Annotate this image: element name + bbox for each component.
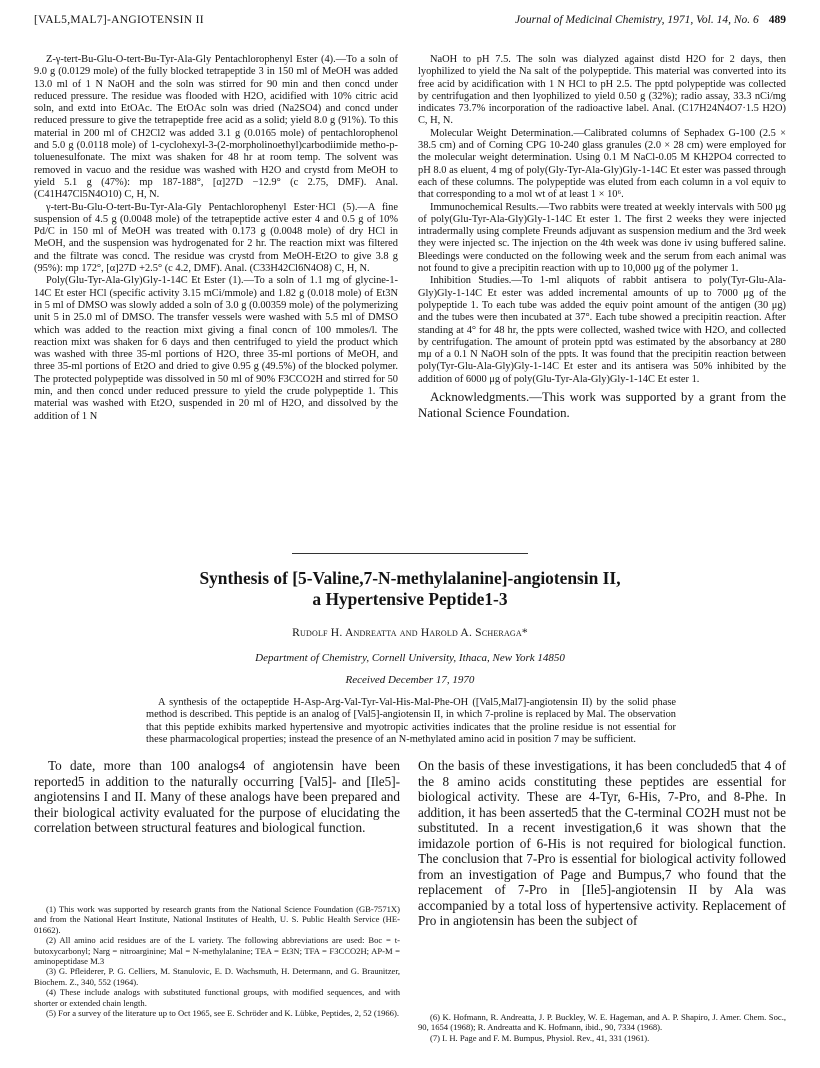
experimental-paragraph: Molecular Weight Determination.—Calibrated columns of Sephadex G-100 (2.5 × 38.5 cm) and of Corning CPG 10-240 glass granules (2.0 × 28 cm) were employed for the molecular weight determination. Using 0.1 M NaCl-0.05 M KH2PO4 corrected to pH 8.0 as eluent, 4 mg of poly(Gly-Tyr-Ala-Gly)Gly-1-14C Et ester was passed through each of these columns. The polypeptide was eluted from each column in a vol equiv to that corresponding to a mol wt of at least 1 × 10⁶. [418,127,786,201]
acknowledgments: Acknowledgments.—This work was supported by a grant from the National Science Foundation. [418,390,786,420]
experimental-paragraph: NaOH to pH 7.5. The soln was dialyzed against distd H2O for 2 days, then lyophilized to yield the Na salt of the polypeptide. This material was converted into its free acid by acidification with 1 N HCl to pH 2.5. The pptd polypeptide was collected by centrifugation and then lyophilized to yield 0.50 g (32%); radio assay, 33.3 nCi/mg indicates 73.7% incorporation of the radioactive label. Anal. (C17H24N4O7·1.5 H2O) C, H, N. [418,54,786,127]
previous-article-right-column [418,54,786,421]
received-date: Received December 17, 1970 [345,674,475,686]
footnotes-right [418,1012,786,1043]
running-head [34,14,786,30]
running-head-journal [515,14,786,26]
previous-article-left-column [34,54,398,423]
experimental-paragraph: γ-tert-Bu-Glu-O-tert-Bu-Tyr-Ala-Gly Pentachlorophenyl Ester·HCl (5).—A fine suspension of 4.5 g (0.0048 mole) of the tetrapeptide active ester 4 and 0.5 g of 10% Pd/C in 150 ml of MeOH was treated with 0.173 g (0.0048 mole) of dry HCl in MeOH, and the suspension was hydrogenated for 2 hr. The reaction mixt was filtered and the filtrate was concd. The residue was crystd from MeOH-Et2O to give 3.8 g (95%): mp 172°, [α]27D +2.5° (c 4.2, DMF). Anal. (C33H42Cl6N4O8) C, H, N. [34,201,398,275]
footnote: (3) G. Pfleiderer, P. G. Celliers, M. Stanulovic, E. D. Wachsmuth, H. Determann, and G. Braunitzer, Biochem. Z., 340, 552 (1964). [34,966,400,987]
footnotes-left [34,904,400,1018]
author-affiliation: Department of Chemistry, Cornell University, Ithaca, New York 14850 [255,652,565,664]
title-line-2: a Hypertensive Peptide1-3 [312,589,508,609]
experimental-paragraph: Poly(Glu-Tyr-Ala-Gly)Gly-1-14C Et Ester (1).—To a soln of 1.1 mg of glycine-1-14C Et ester HCl (specific activity 3.15 mCi/mmole) and 1.82 g (0.018 mole) of Et3N in 5 ml of DMSO was slowly added a soln of 3.0 g (0.00359 mole) of the polymerizing unit 5 in 25.0 ml of DMSO. The transfer vessels were washed with 5.5 ml of DMSO which was added to the reaction mixt giving a final concn of 100 mmoles/l. The reaction mixt was shaken for 6 days and then centrifuged to yield the product which was washed with three 35-ml portions of H2O, three 35-ml portions of MeOH, and three 35-ml portions of Et2O and dried to give 0.95 g (49.5%) of the blocked polymer. The protected polypeptide was dissolved in 50 ml of 90% F3CCO2H and stirred for 50 min, and then concd under reduced pressure to yield the crude polypeptide 1. This material was washed with Et2O, suspended in 20 ml of H2O, and dissolved by the addition of 1 N [34,275,398,422]
article-authors: Rudolf H. Andreatta and Harold A. Scheraga* [292,626,528,639]
title-line-1: Synthesis of [5-Valine,7-N-methylalanine]-angiotensin II, [199,568,621,588]
article-divider [292,553,528,554]
abstract: A synthesis of the octapeptide H-Asp-Arg-Val-Tyr-Val-His-Mal-Phe-OH ([Val5,Mal7]-angiotensin II) by the solid phase method is described. This peptide is an analog of [Val5]-angiotensin II, in which 7-proline is replaced by Mal. The observation that this peptide exhibits marked hypertensive and myotropic activities indicates that the proline residue is not essential for these pharmacological properties; instead the presence of an N-methylated amino acid in position 7 may be sufficient. [146,697,676,746]
footnote: (1) This work was supported by research grants from the National Science Foundation (GB-7571X) and from the National Heart Institute, National Institutes of Health, U. S. Public Health Service (HE-01662). [34,904,400,935]
footnote: (5) For a survey of the literature up to Oct 1965, see E. Schröder and K. Lübke, Peptides, 2, 52 (1966). [46,1008,399,1019]
journal-citation: Journal of Medicinal Chemistry, 1971, Vol. 14, No. 6 [515,14,759,26]
body-text-right: On the basis of these investigations, it has been concluded5 that 4 of the 8 amino acids constituting these peptides are essential for biological activity. These are 4-Tyr, 6-His, 7-Pro, and 8-Phe. In addition, it has been asserted5 that the C-terminal CO2H must not be substituted. In a recent investigation,6 it was shown that the imidazole portion of 6-His is not required for biological function. The conclusion that 7-Pro is essential for biological activity followed from an investigation of Page and Bumpus,7 who found that the replacement of 7-Pro in [Ile5]-angiotensin II by Ala was accompanied by a total loss of hypertensive activity. Replacement of Pro in angiotensin has been the subject of [418,758,786,928]
experimental-paragraph: Immunochemical Results.—Two rabbits were treated at weekly intervals with 500 μg of poly(Glu-Tyr-Ala-Gly)Gly-1-14C Et ester 1. The first 2 weeks they were injected intradermally using complete Freunds adjuvant as suspension medium and the 3rd week they were injected sc. The injection on the 4th week was done iv using buffered saline. Bleedings were conducted on the following week and the serum from each animal was not found to give a precipitin reaction with up to 10,000 μg of the polymer 1. [418,201,786,275]
experimental-paragraph: Inhibition Studies.—To 1-ml aliquots of rabbit antisera to poly(Tyr-Glu-Ala-Gly)Gly-1-14C Et ester was added incremental amounts of up to 7000 μg of the polypeptide 1. To each tube was added the equiv point amount of the antigen (30 μg) and the tubes were then incubated at 37°. Each tube showed a precipitin reaction. After standing at 4° for 48 hr, the ppts were collected, washed twice with H2O, and collected by centrifugation. The amount of protein pptd was estimated by the absorbancy at 280 mμ of a 0.1 N NaOH soln of the ppts. It was found that the precipitin reaction between poly(Tyr-Glu-Ala-Gly)Gly-1-14C Et ester and its antisera was 50% inhibited by the addition of 6000 μg of poly(Glu-Tyr-Ala-Gly)Gly-1-14C Et ester 1. [418,275,786,385]
article-title [60,568,760,610]
footnote: (6) K. Hofmann, R. Andreatta, J. P. Buckley, W. E. Hageman, and A. P. Shapiro, J. Amer. Chem. Soc., 90, 1654 (1968); R. Andreatta and K. Hofmann, ibid., 90, 7334 (1968). [418,1012,786,1033]
page-number: 489 [768,14,786,26]
body-text-left: To date, more than 100 analogs4 of angiotensin have been reported5 in addition to the naturally occurring [Val5]- and [Ile5]-angiotensins I and II. Many of these analogs have been prepared and their biological activity evaluated for the purpose of elucidating the correlation between structural features and biological function. [34,758,400,835]
running-head-title: [VAL5,MAL7]-ANGIOTENSIN II [34,14,204,26]
footnote: (7) I. H. Page and F. M. Bumpus, Physiol. Rev., 41, 331 (1961). [430,1032,650,1043]
footnote: (4) These include analogs with substituted functional groups, with modified sequences, and with shorter or extended chain length. [34,987,400,1008]
footnote: (2) All amino acid residues are of the L variety. The following abbreviations are used: Boc = t-butoxycarbonyl; Narg = nitroarginine; Mal = N-methylalanine; TEA = Et3N; TFA = F3CCO2H; AP-M = aminopeptidase M.3 [34,935,400,967]
experimental-paragraph: Z-γ-tert-Bu-Glu-O-tert-Bu-Tyr-Ala-Gly Pentachlorophenyl Ester (4).—To a soln of 9.0 g (0.0129 mole) of the fully blocked tetrapeptide 3 in 150 ml of MeOH was added 13.0 ml of 1 N NaOH and the soln was stirred for 90 min and then concd under reduced pressure. The residue was flooded with H2O, acidified with 10% citric acid soln, and extd into EtOAc. The EtOAc soln was dried (Na2SO4) and concd under reduced pressure to give the tetrapeptide free acid as a solid; yield 8.0 g (91%). To this material in 200 ml of CH2Cl2 was added 3.1 g (0.0165 mole) of pentachlorophenol and 5.0 g (0.0118 mole) of 1-cyclohexyl-3-(2-morpholinoethyl)carbodiimide metho-p-toluenesulfonate. The mixt was shaken for 48 hr at room temp. The solvent was removed in vacuo and the residue was washed with H2O and crystd from MeOH to yield 5.1 g (47%): mp 187-188°, [α]27D −12.9° (c 2.75, DMF). Anal. (C41H47Cl5N4O10) C, H, N. [34,54,398,201]
